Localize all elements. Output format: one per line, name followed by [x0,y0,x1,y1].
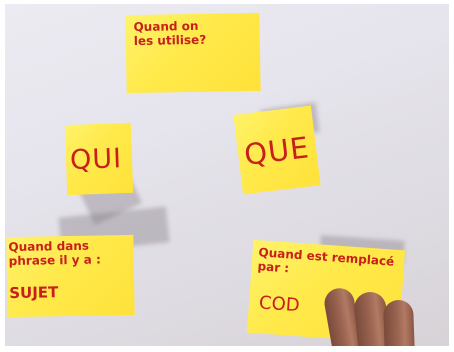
note-sujet-word: SUJET [9,283,59,303]
sticky-note-qui [65,123,133,195]
hand-finger [383,299,415,352]
frame-border [0,0,5,352]
sticky-note-question [125,13,260,93]
sticky-note-sujet [6,235,134,317]
sticky-note-que [233,106,320,195]
note-que-word: QUE [242,130,312,172]
frame-border [449,0,454,352]
note-qui-word: QUI [69,143,123,177]
note-question-text: Quand on les utilise? [133,18,207,48]
frame-border [0,0,454,4]
note-cod-word: COD [258,292,301,317]
note-sujet-text: Quand dans phrase il y a : [8,238,101,268]
note-cod-text: Quand est remplacé par : [257,245,395,276]
frame-border [0,346,454,352]
